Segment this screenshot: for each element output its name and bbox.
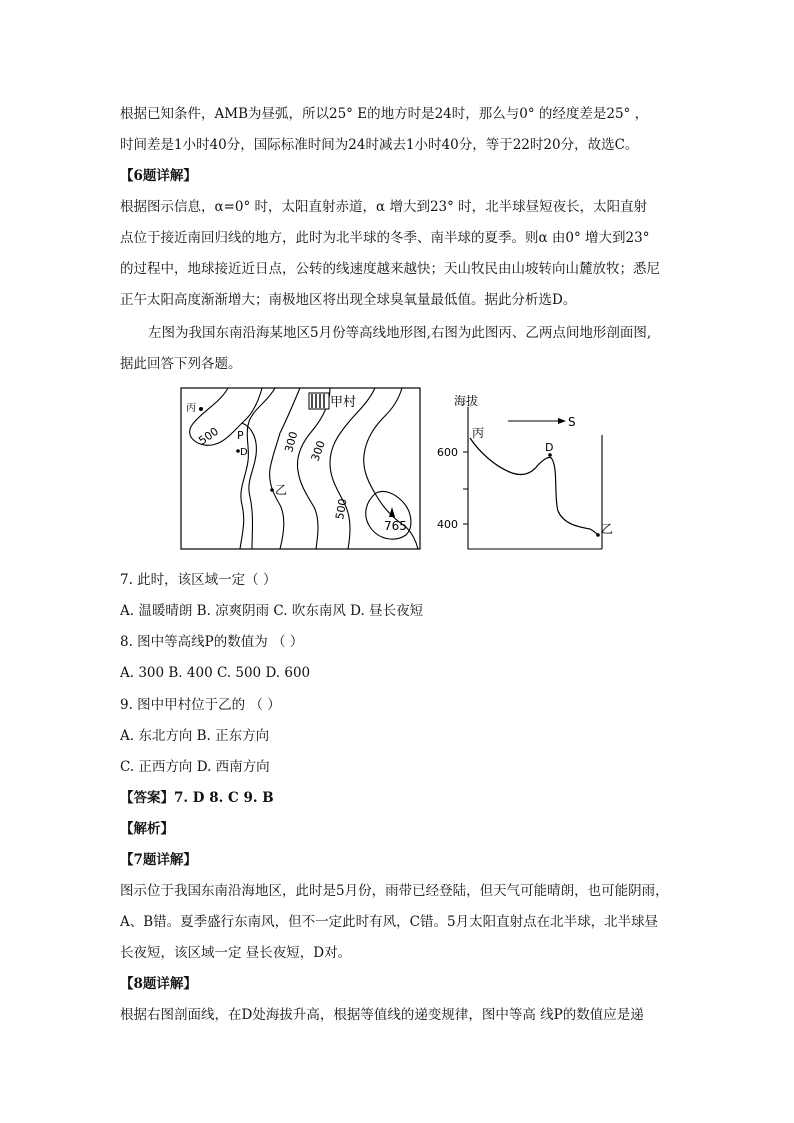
profile-label-d: D	[545, 441, 554, 454]
village-marker	[309, 393, 329, 409]
tick-label: 400	[437, 518, 458, 531]
text-line: A、B错。夏季盛行东南风，但不一定此时有风，C错。5月太阳直射点在北半球，北半球昼	[120, 914, 659, 930]
answer-line: 【答案】7. D 8. C 9. B	[120, 790, 274, 806]
text-line: 时间差是1小时40分，国际标准时间为24时减去1小时40分，等于22时20分，故选C。	[120, 137, 639, 153]
text-line: 根据右图剖面线，在D处海拔升高，根据等值线的递变规律，图中等高 线P的数值应是递	[120, 1007, 644, 1023]
map-label-peak: 765	[384, 519, 407, 533]
map-label-p: P	[237, 429, 244, 442]
map-label-d: D	[240, 447, 248, 458]
map-label-village: 甲村	[330, 395, 357, 410]
contour-label: 500	[196, 424, 221, 448]
direction-label: S	[568, 415, 576, 429]
question-options: A. 东北方向 B. 正东方向	[120, 728, 270, 744]
point-yi	[270, 488, 274, 492]
section-heading: 【8题详解】	[120, 976, 197, 992]
text-line: 根据图示信息，α=0° 时，太阳直射赤道，α 增大到23° 时，北半球昼短夜长，太阳直射	[120, 199, 648, 215]
arrow-head-icon	[558, 418, 566, 424]
question-options: A. 温暖晴朗 B. 凉爽阴雨 C. 吹东南风 D. 昼长夜短	[120, 603, 424, 619]
question-stem: 7. 此时，该区域一定（ ）	[120, 572, 277, 588]
question-stem: 8. 图中等高线P的数值为 （ ）	[120, 634, 304, 650]
map-label-bing: 丙	[186, 403, 196, 414]
tick-label: 600	[437, 446, 458, 459]
text-line: 图示位于我国东南沿海地区，此时是5月份，雨带已经登陆，但天气可能晴朗，也可能阴雨，	[120, 883, 669, 899]
profile-line	[470, 438, 598, 535]
figure-svg	[180, 385, 620, 555]
intro-line: 左图为我国东南沿海某地区5月份等高线地形图,右图为此图丙、乙两点间地形剖面图,	[148, 325, 652, 341]
contour-label: 500	[333, 497, 350, 521]
profile-ylabel: 海拔	[454, 394, 479, 408]
section-heading: 【7题详解】	[120, 852, 197, 868]
contour-label: 300	[308, 438, 329, 464]
contour-label: 300	[282, 430, 301, 454]
question-options: C. 正西方向 D. 西南方向	[120, 759, 270, 775]
figure	[180, 385, 620, 555]
profile-label-yi: 乙	[601, 522, 614, 536]
text-line: 的过程中，地球接近近日点，公转的线速度越来越快；天山牧民由山坡转向山麓放牧；悉尼	[120, 261, 660, 277]
point-bing	[199, 407, 203, 411]
text-line: 长夜短，该区域一定 昼长夜短，D对。	[120, 945, 352, 961]
peak-triangle-icon	[389, 507, 395, 517]
text-line: 正午太阳高度渐渐增大；南极地区将出现全球臭氧量最低值。据此分析选D。	[120, 292, 577, 308]
intro-line: 据此回答下列各题。	[120, 356, 242, 372]
question-stem: 9. 图中甲村位于乙的 （ ）	[120, 697, 281, 713]
text-line: 点位于接近南回归线的地方，此时为北半球的冬季、南半球的夏季。则α 由0° 增大到23°	[120, 230, 650, 246]
map-label-yi: 乙	[275, 483, 288, 497]
question-options: A. 300 B. 400 C. 500 D. 600	[120, 665, 311, 681]
text-line: 根据已知条件，AMB为昼弧，所以25° E的地方时是24时，那么与0° 的经度差是25° ，	[120, 106, 649, 122]
profile-label-bing: 丙	[472, 426, 485, 440]
section-heading: 【6题详解】	[120, 168, 197, 184]
analysis-heading: 【解析】	[120, 821, 174, 837]
